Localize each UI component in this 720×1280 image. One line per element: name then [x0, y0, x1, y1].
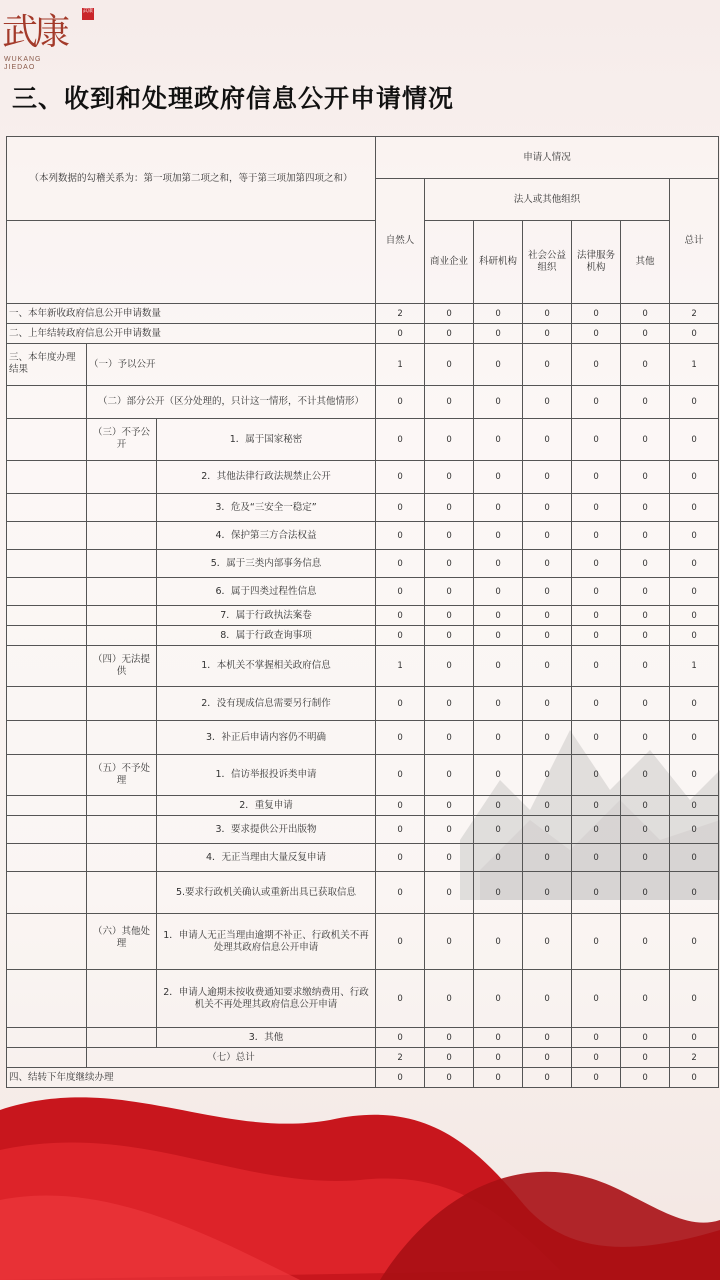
row-label: 4．无正当理由大量反复申请 [157, 844, 376, 872]
cell-value: 0 [572, 578, 621, 606]
cell-value: 0 [474, 1028, 523, 1048]
cell-value: 0 [523, 626, 572, 646]
cell-value: 0 [523, 304, 572, 324]
cell-value: 0 [425, 419, 474, 461]
row-label: 8．属于行政查询事项 [157, 626, 376, 646]
cell-value: 0 [670, 755, 719, 796]
cell-value: 0 [425, 1048, 474, 1068]
cell-value: 0 [670, 721, 719, 755]
cell-value: 0 [523, 816, 572, 844]
row-label: 1．申请人无正当理由逾期不补正、行政机关不再处理其政府信息公开申请 [157, 914, 376, 970]
table-row [7, 494, 719, 522]
cell-value: 0 [523, 606, 572, 626]
cell-value: 0 [523, 872, 572, 914]
cell-value: 0 [376, 796, 425, 816]
cell-value: 0 [523, 578, 572, 606]
row-label: 6．属于四类过程性信息 [157, 578, 376, 606]
cell-value: 0 [474, 872, 523, 914]
cell-value: 0 [572, 721, 621, 755]
cell-value: 0 [670, 687, 719, 721]
cell-value: 0 [376, 626, 425, 646]
row-label: 3．要求提供公开出版物 [157, 816, 376, 844]
cell-value: 0 [523, 461, 572, 494]
cell-value: 0 [621, 522, 670, 550]
cell-value: 1 [670, 344, 719, 386]
cell-value: 0 [474, 1048, 523, 1068]
group-label: （六）其他处理 [87, 914, 157, 970]
cell-value: 0 [425, 578, 474, 606]
cell-value: 2 [376, 304, 425, 324]
logo-sub-jiedao: JIEDAO [4, 64, 36, 71]
cell-value: 0 [474, 578, 523, 606]
cell-value: 0 [474, 494, 523, 522]
cell-value: 0 [425, 494, 474, 522]
cell-value: 0 [621, 687, 670, 721]
cell-value: 0 [523, 344, 572, 386]
cell-value: 0 [376, 461, 425, 494]
cell-value: 0 [425, 816, 474, 844]
row-label: 3．危及“三安全一稳定” [157, 494, 376, 522]
cell-value: 0 [523, 522, 572, 550]
cell-value: 0 [523, 550, 572, 578]
cell-value: 0 [670, 626, 719, 646]
table-row [7, 419, 719, 461]
row-label: 5.要求行政机关确认或重新出具已获取信息 [157, 872, 376, 914]
logo-mark: 武康 [2, 12, 67, 53]
row-label: 3．补正后申请内容仍不明确 [157, 721, 376, 755]
cell-value: 0 [425, 626, 474, 646]
cell-value: 0 [523, 844, 572, 872]
cell-value: 0 [523, 755, 572, 796]
cell-value: 0 [621, 914, 670, 970]
group-label: （四）无法提供 [87, 646, 157, 687]
table-row [7, 304, 719, 324]
cell-value: 0 [523, 687, 572, 721]
page-title: 三、收到和处理政府信息公开申请情况 [12, 84, 455, 113]
cell-value: 0 [474, 755, 523, 796]
cell-value: 0 [425, 646, 474, 687]
cell-value: 0 [425, 755, 474, 796]
row-label: 7．属于行政执法案卷 [157, 606, 376, 626]
natural-person-header: 自然人 [376, 179, 425, 304]
cell-value: 0 [474, 606, 523, 626]
cell-value: 0 [425, 344, 474, 386]
cell-value: 0 [621, 386, 670, 419]
cell-value: 0 [670, 970, 719, 1028]
cell-value: 0 [425, 522, 474, 550]
org-col-header: 法律服务机构 [572, 221, 621, 304]
cell-value: 0 [572, 646, 621, 687]
cell-value: 0 [621, 578, 670, 606]
cell-value: 0 [572, 1068, 621, 1088]
cell-value: 0 [474, 324, 523, 344]
cell-value: 0 [376, 816, 425, 844]
total-header: 总计 [670, 179, 719, 304]
cell-value: 0 [425, 550, 474, 578]
cell-value: 0 [572, 970, 621, 1028]
table-row [7, 646, 719, 687]
cell-value: 0 [523, 419, 572, 461]
cell-value: 0 [621, 550, 670, 578]
cell-value: 0 [572, 626, 621, 646]
table-row [7, 324, 719, 344]
row-label: 2．申请人逾期未按收费通知要求缴纳费用、行政机关不再处理其政府信息公开申请 [157, 970, 376, 1028]
cell-value: 0 [621, 626, 670, 646]
row-label: 2．重复申请 [157, 796, 376, 816]
row-label: （七）总计 [87, 1048, 376, 1068]
cell-value: 0 [474, 522, 523, 550]
cell-value: 0 [621, 1028, 670, 1048]
row-label: 1．本机关不掌握相关政府信息 [157, 646, 376, 687]
cell-value: 0 [572, 522, 621, 550]
logo [0, 0, 96, 76]
table-row [7, 522, 719, 550]
table-row [7, 970, 719, 1028]
cell-value: 0 [376, 522, 425, 550]
cell-value: 0 [425, 844, 474, 872]
cell-value: 0 [474, 816, 523, 844]
org-col-header: 科研机构 [474, 221, 523, 304]
cell-value: 0 [523, 796, 572, 816]
table-row [7, 796, 719, 816]
row-label: 4．保护第三方合法权益 [157, 522, 376, 550]
cell-value: 0 [621, 461, 670, 494]
cell-value: 0 [670, 844, 719, 872]
cell-value: 0 [670, 419, 719, 461]
cell-value: 0 [474, 344, 523, 386]
cell-value: 0 [425, 461, 474, 494]
cell-value: 0 [474, 687, 523, 721]
legal-group-header: 法人或其他组织 [425, 179, 670, 221]
row-label: 四、结转下年度继续办理 [7, 1068, 376, 1088]
cell-value: 0 [376, 550, 425, 578]
cell-value: 0 [523, 914, 572, 970]
org-col-header: 其他 [621, 221, 670, 304]
cell-value: 0 [572, 304, 621, 324]
cell-value: 0 [376, 755, 425, 796]
cell-value: 0 [572, 755, 621, 796]
result-section-label: 三、本年度办理结果 [7, 344, 87, 386]
cell-value: 0 [572, 1048, 621, 1068]
red-ribbon-decoration [0, 1080, 720, 1280]
cell-value: 0 [425, 721, 474, 755]
cell-value: 0 [621, 816, 670, 844]
table-row [7, 1048, 719, 1068]
cell-value: 0 [376, 419, 425, 461]
header-blank [7, 221, 376, 304]
cell-value: 0 [621, 1048, 670, 1068]
cell-value: 0 [670, 550, 719, 578]
cell-value: 0 [572, 796, 621, 816]
cell-value: 0 [474, 844, 523, 872]
table-row [7, 578, 719, 606]
cell-value: 0 [572, 914, 621, 970]
table-row [7, 721, 719, 755]
cell-value: 0 [670, 914, 719, 970]
cell-value: 0 [523, 970, 572, 1028]
cell-value: 0 [376, 494, 425, 522]
cell-value: 0 [670, 324, 719, 344]
cell-value: 0 [425, 386, 474, 419]
cell-value: 0 [474, 626, 523, 646]
cell-value: 0 [572, 844, 621, 872]
cell-value: 0 [670, 796, 719, 816]
cell-value: 0 [376, 844, 425, 872]
cell-value: 0 [376, 386, 425, 419]
cell-value: 1 [376, 344, 425, 386]
cell-value: 0 [572, 1028, 621, 1048]
org-col-header: 商业企业 [425, 221, 474, 304]
table-row [7, 550, 719, 578]
group-label: （五）不予处理 [87, 755, 157, 796]
cell-value: 0 [670, 872, 719, 914]
cell-value: 0 [523, 1028, 572, 1048]
row-label: 2．没有现成信息需要另行制作 [157, 687, 376, 721]
cell-value: 0 [621, 304, 670, 324]
row-label: 3．其他 [157, 1028, 376, 1048]
cell-value: 0 [621, 1068, 670, 1088]
cell-value: 0 [572, 494, 621, 522]
table-row [7, 344, 719, 386]
cell-value: 0 [621, 844, 670, 872]
table-row [7, 626, 719, 646]
cell-value: 0 [670, 461, 719, 494]
cell-value: 1 [670, 646, 719, 687]
cell-value: 0 [621, 646, 670, 687]
relation-note: （本列数据的勾稽关系为：第一项加第二项之和，等于第三项加第四项之和） [7, 137, 376, 221]
cell-value: 0 [376, 1028, 425, 1048]
row-label: 一、本年新收政府信息公开申请数量 [7, 304, 376, 324]
cell-value: 0 [474, 461, 523, 494]
cell-value: 0 [523, 494, 572, 522]
table-row [7, 1068, 719, 1088]
cell-value: 0 [523, 1068, 572, 1088]
cell-value: 0 [621, 324, 670, 344]
cell-value: 0 [376, 1068, 425, 1088]
table-row [7, 816, 719, 844]
cell-value: 0 [670, 816, 719, 844]
cell-value: 0 [523, 721, 572, 755]
table-row [7, 872, 719, 914]
cell-value: 0 [523, 646, 572, 687]
cell-value: 0 [572, 419, 621, 461]
cell-value: 0 [425, 324, 474, 344]
row-label: （一）予以公开 [87, 344, 376, 386]
row-label: 1．信访举报投诉类申请 [157, 755, 376, 796]
cell-value: 0 [425, 872, 474, 914]
cell-value: 0 [621, 970, 670, 1028]
cell-value: 0 [425, 970, 474, 1028]
cell-value: 2 [376, 1048, 425, 1068]
cell-value: 0 [376, 721, 425, 755]
cell-value: 0 [425, 606, 474, 626]
table-row [7, 687, 719, 721]
cell-value: 0 [670, 522, 719, 550]
cell-value: 0 [376, 578, 425, 606]
table-row [7, 1028, 719, 1048]
cell-value: 0 [572, 550, 621, 578]
cell-value: 0 [572, 324, 621, 344]
cell-value: 0 [523, 386, 572, 419]
cell-value: 0 [572, 872, 621, 914]
cell-value: 0 [425, 1028, 474, 1048]
cell-value: 0 [621, 755, 670, 796]
cell-value: 0 [376, 970, 425, 1028]
table-row [7, 844, 719, 872]
table-row [7, 386, 719, 419]
cell-value: 0 [425, 796, 474, 816]
cell-value: 0 [474, 970, 523, 1028]
cell-value: 0 [670, 386, 719, 419]
row-label: 2．其他法律行政法规禁止公开 [157, 461, 376, 494]
cell-value: 0 [376, 324, 425, 344]
cell-value: 0 [474, 304, 523, 324]
cell-value: 0 [376, 606, 425, 626]
cell-value: 0 [670, 494, 719, 522]
cell-value: 1 [376, 646, 425, 687]
cell-value: 2 [670, 1048, 719, 1068]
cell-value: 0 [425, 1068, 474, 1088]
logo-sub-wukang: WUKANG [4, 56, 42, 63]
cell-value: 0 [474, 386, 523, 419]
cell-value: 0 [670, 1028, 719, 1048]
cell-value: 0 [572, 461, 621, 494]
cell-value: 0 [474, 1068, 523, 1088]
cell-value: 0 [572, 687, 621, 721]
cell-value: 0 [474, 796, 523, 816]
row-label: 5．属于三类内部事务信息 [157, 550, 376, 578]
row-label: （二）部分公开（区分处理的，只计这一情形，不计其他情形） [87, 386, 376, 419]
cell-value: 0 [572, 816, 621, 844]
org-col-header: 社会公益组织 [523, 221, 572, 304]
cell-value: 0 [621, 419, 670, 461]
row-label: 1．属于国家秘密 [157, 419, 376, 461]
cell-value: 0 [376, 914, 425, 970]
cell-value: 0 [425, 914, 474, 970]
cell-value: 0 [376, 687, 425, 721]
cell-value: 0 [670, 1068, 719, 1088]
cell-value: 0 [621, 872, 670, 914]
cell-value: 0 [670, 606, 719, 626]
cell-value: 0 [621, 796, 670, 816]
cell-value: 0 [621, 721, 670, 755]
disclosure-stats-table [6, 136, 719, 1088]
cell-value: 0 [474, 646, 523, 687]
cell-value: 0 [474, 419, 523, 461]
row-label: 二、上年结转政府信息公开申请数量 [7, 324, 376, 344]
cell-value: 0 [523, 324, 572, 344]
cell-value: 0 [474, 550, 523, 578]
table-row [7, 606, 719, 626]
logo-seal: 武康 [82, 8, 94, 20]
cell-value: 0 [523, 1048, 572, 1068]
cell-value: 0 [670, 578, 719, 606]
applicant-header: 申请人情况 [376, 137, 719, 179]
cell-value: 0 [474, 721, 523, 755]
cell-value: 0 [376, 872, 425, 914]
cell-value: 0 [572, 344, 621, 386]
cell-value: 0 [474, 914, 523, 970]
table-row [7, 914, 719, 970]
cell-value: 0 [621, 606, 670, 626]
cell-value: 0 [425, 687, 474, 721]
table-row [7, 755, 719, 796]
cell-value: 0 [621, 344, 670, 386]
cell-value: 0 [425, 304, 474, 324]
cell-value: 0 [572, 386, 621, 419]
cell-value: 0 [621, 494, 670, 522]
group-label: （三）不予公开 [87, 419, 157, 461]
table-row [7, 461, 719, 494]
cell-value: 0 [572, 606, 621, 626]
cell-value: 2 [670, 304, 719, 324]
